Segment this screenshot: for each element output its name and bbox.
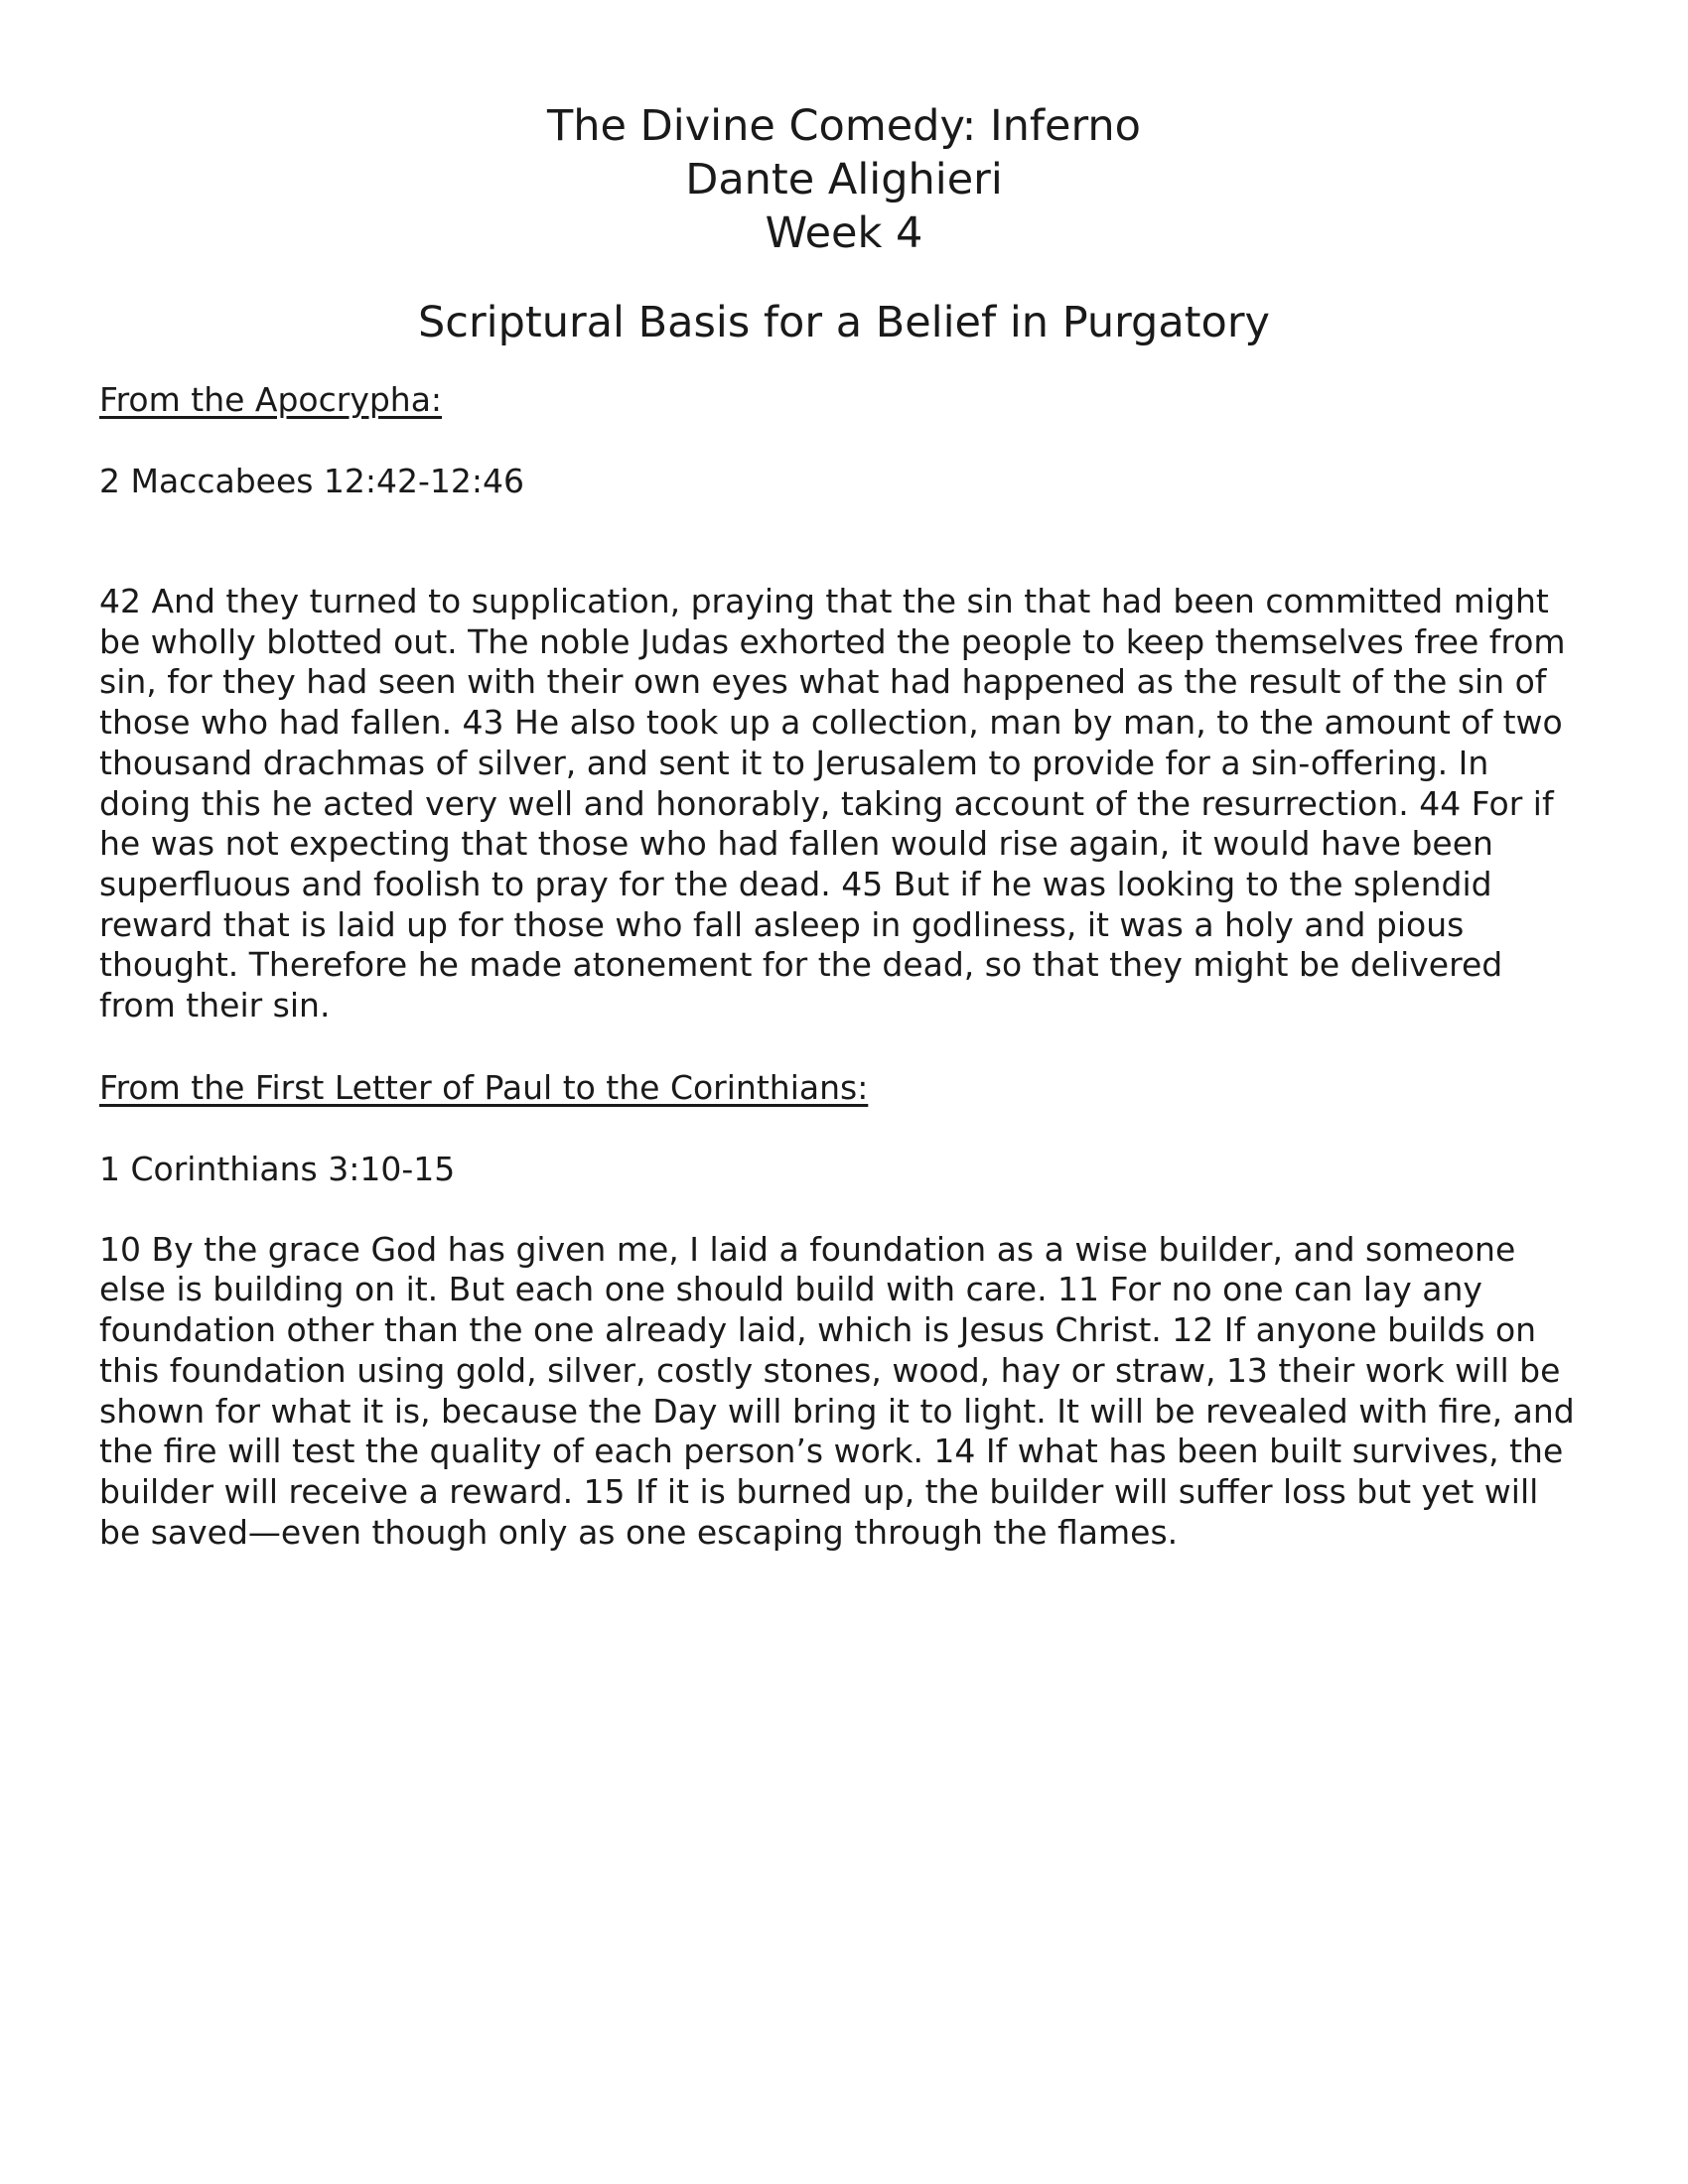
section-heading: From the First Letter of Paul to the Corinthians: bbox=[99, 1067, 869, 1107]
scripture-reference: 1 Corinthians 3:10-15 bbox=[99, 1149, 456, 1188]
scripture-passage: 42 And they turned to supplication, praying that the sin that had been committed might be wholly blotted out. The noble Judas exhorted the people to keep themselves free from sin, for they had seen with their own eyes what had happened as the result of the sin of those who had fallen. 43 He also took up a collection, man by man, to the amount of two thousand drachmas of silver, and sent it to Jerusalem to provide for a sin-offering. In doing this he acted very well and honorably, taking account of the resurrection. 44 For if he was not expecting that those who had fallen would rise again, it would have been superfluous and foolish to pray for the dead. 45 But if he was looking to the splendid reward that is laid up for those who fall asleep in godliness, it was a holy and pious thought. Therefore he made atonement for the dead, so that they might be delivered from their sin. bbox=[99, 582, 1566, 1025]
scripture-reference: 2 Maccabees 12:42-12:46 bbox=[99, 462, 525, 500]
document-subtitle: Scriptural Basis for a Belief in Purgatory bbox=[418, 298, 1270, 347]
scripture-passage: 10 By the grace God has given me, I laid a foundation as a wise builder, and someone else is building on it. But each one should build with care. 11 For no one can lay any foundation other than the one already laid, which is Jesus Christ. 12 If anyone builds on this foundation using gold, silver, costly stones, wood, hay or straw, 13 their work will be shown for what it is, because the Day will bring it to light. It will be revealed with fire, and the fire will test the quality of each person’s work. 14 If what has been built survives, the builder will receive a reward. 15 If it is burned up, the builder will suffer loss but yet will be saved—even though only as one escaping through the flames. bbox=[99, 1229, 1575, 1552]
section-heading: From the Apocrypha: bbox=[99, 380, 443, 419]
document-page bbox=[99, 99, 1589, 1553]
document-title bbox=[99, 99, 1589, 260]
title-line-author: Dante Alighieri bbox=[685, 155, 1003, 205]
section-corinthians bbox=[99, 1067, 1589, 1554]
title-line-week: Week 4 bbox=[765, 208, 923, 258]
title-line-work: The Divine Comedy: Inferno bbox=[547, 101, 1141, 151]
section-apocrypha bbox=[99, 379, 1589, 1026]
